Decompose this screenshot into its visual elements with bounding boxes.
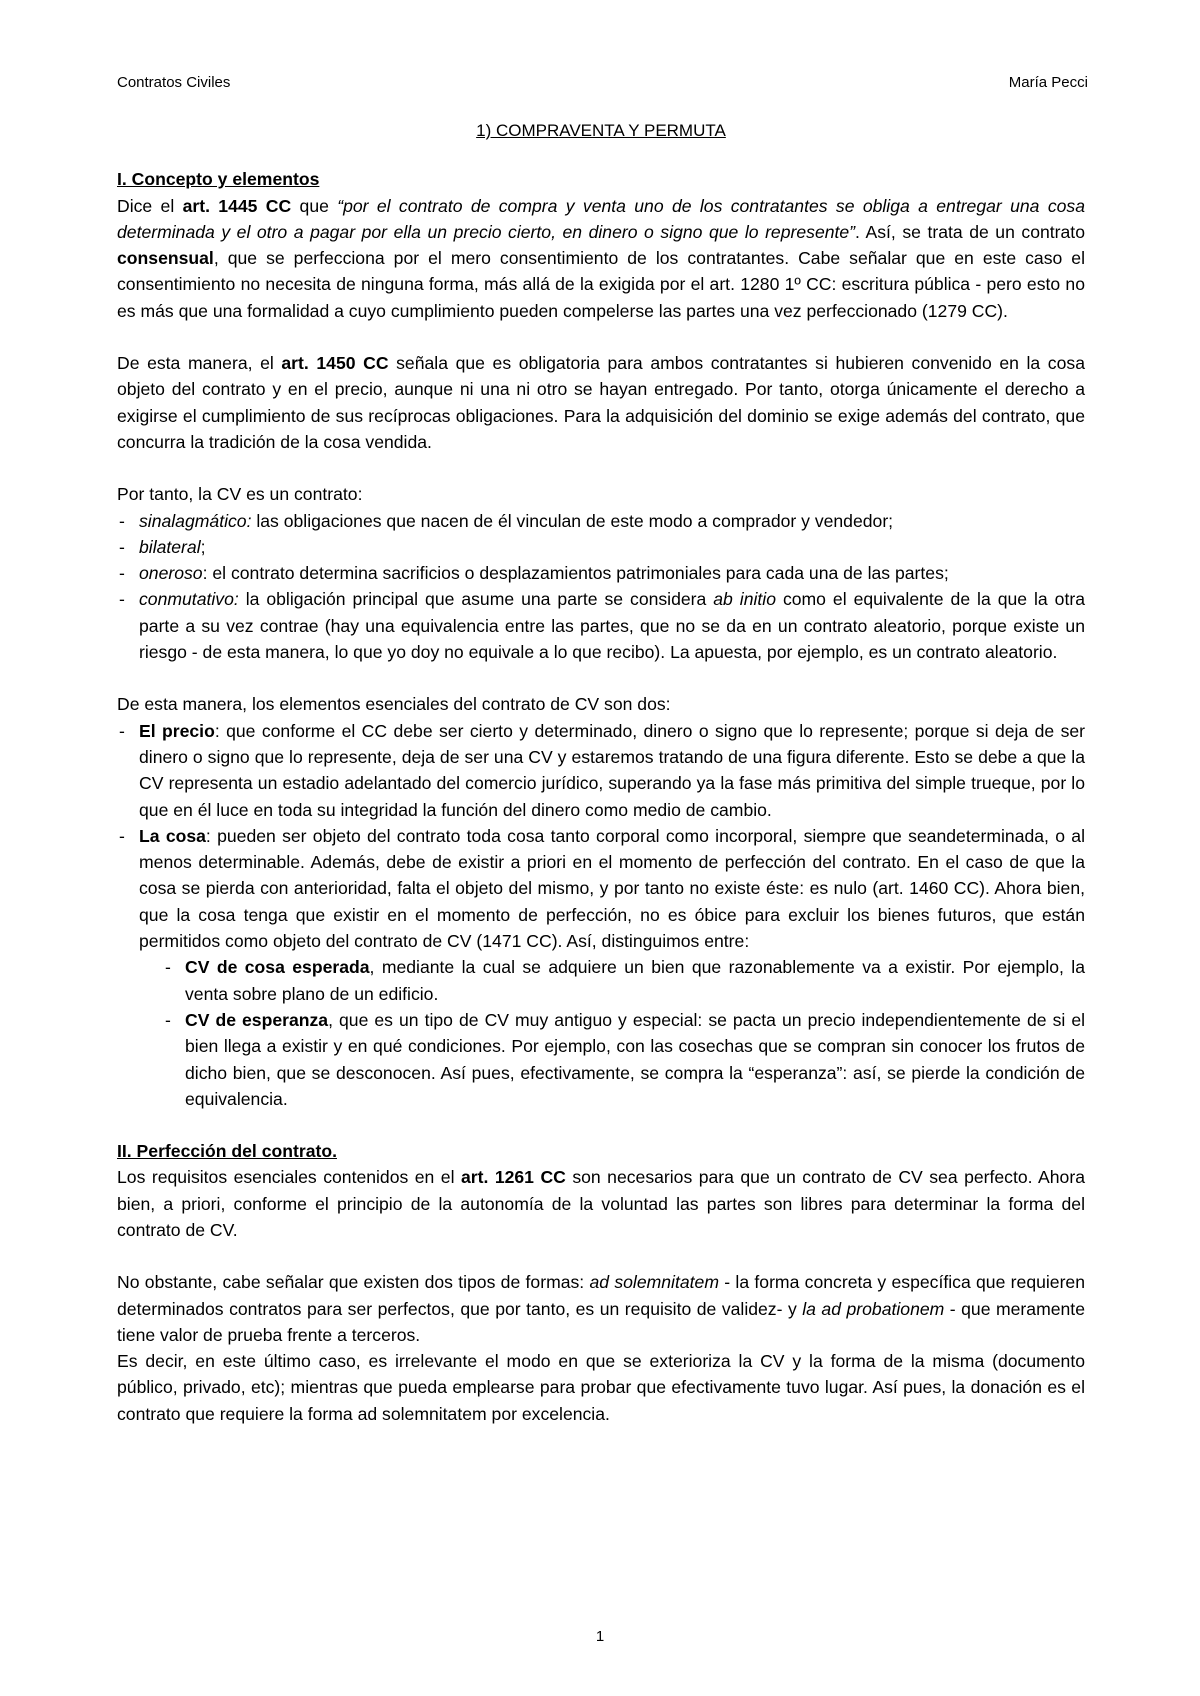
list-term: bilateral	[139, 536, 201, 557]
text-run: . Así, se trata de un contrato	[855, 221, 1085, 242]
bold-term: consensual	[117, 248, 214, 269]
future-goods-list	[139, 954, 1085, 1112]
list-text: las obligaciones que nacen de él vinculan de este modo a comprador y vendedor;	[251, 510, 894, 531]
paragraph: Por tanto, la CV es un contrato:	[117, 484, 363, 505]
text-run: son necesarios para que un contrato de CV sea perfecto. Ahora bien, a priori, conforme el principio de la autonomía de la voluntad las partes son libres para determinar la forma del contrato de CV.	[117, 1167, 1085, 1240]
article-ref: art. 1450 CC	[281, 353, 389, 374]
list-text: como el equivalente de la que la otra parte a su vez contrae (hay una equivalencia entre las partes, que no se da en un contrato aleatorio, porque existe un riesgo - de esta manera, lo que yo doy no equivale a lo que recibo). La apuesta, por ejemplo, es un contrato aleatorio.	[139, 589, 1085, 663]
contract-features-list	[117, 508, 1085, 666]
list-term: La cosa	[139, 825, 206, 846]
text-run: De esta manera, el	[117, 353, 282, 374]
section-heading-2: II. Perfección del contrato.	[117, 1141, 337, 1162]
list-text: , que es un tipo de CV muy antiguo y especial: se pacta un precio independientemente de si el bien llega a existir y en qué condiciones. Por ejemplo, con las cosechas que se compran sin conocer los frutos de dicho bien, que se desconocen. Así pues, efectivamente, se compra la “esperanza”: así, se pierde la condición de equivalencia.	[185, 1009, 1086, 1109]
list-item	[117, 823, 1085, 1112]
list-item	[117, 508, 1085, 534]
page-number: 1	[595, 1628, 605, 1645]
text-run: , que se perfecciona por el mero consentimiento de los contratantes. Cabe señalar que en este caso el consentimiento no necesita de ninguna forma, más allá de la exigida por el art. 1280 1º CC: escritura pública - pero esto no es más que una formalidad a cuyo cumplimiento pueden compelerse las partes una vez perfeccionado (1279 CC).	[117, 248, 1085, 321]
essential-elements-list	[117, 718, 1085, 1112]
text-run: Dice el	[117, 195, 183, 216]
quote: “por el contrato de compra y venta uno de los contratantes se obliga a entregar una cosa determinada y el otro a pagar por ella un precio cierto, en dinero o signo que lo represente”	[117, 195, 1085, 242]
list-term: CV de esperanza	[185, 1009, 329, 1030]
article-ref: art. 1445 CC	[182, 195, 292, 216]
list-text: la obligación principal que asume una parte se considera	[238, 589, 714, 610]
list-text: : que conforme el CC debe ser cierto y determinado, dinero o signo que lo represente; porque si deja de ser dinero o signo que lo represente, deja de ser una CV y estaremos tratando de una figura diferente. Esto se debe a que la CV representa un estadio adelantado del comercio jurídico, superando ya la fase más primitiva del simple trueque, por lo que en él luce en toda su integridad la función del dinero como medio de cambio.	[139, 720, 1086, 820]
paragraph	[117, 1269, 1085, 1348]
page-header	[117, 74, 1088, 91]
header-right: María Pecci	[1008, 74, 1088, 91]
paragraph	[117, 193, 1085, 324]
list-item	[163, 954, 1085, 1007]
list-term: CV de cosa esperada	[185, 957, 370, 978]
italic-term: la ad probationem	[802, 1298, 945, 1319]
section-heading-1: I. Concepto y elementos	[117, 169, 320, 190]
article-ref: art. 1261 CC	[460, 1167, 566, 1188]
header-left: Contratos Civiles	[117, 74, 231, 91]
paragraph	[117, 350, 1085, 455]
list-term: conmutativo:	[139, 589, 239, 610]
list-item	[117, 718, 1085, 823]
text-run: - que meramente tiene valor de prueba frente a terceros.	[117, 1298, 1085, 1345]
list-item	[117, 534, 1085, 560]
italic-term: ad solemnitatem	[589, 1272, 719, 1293]
document-body	[117, 118, 1085, 1427]
list-text: : el contrato determina sacrificios o desplazamientos patrimoniales para cada una de las partes;	[202, 563, 949, 584]
list-term: oneroso	[139, 563, 203, 584]
text-run: No obstante, cabe señalar que existen dos tipos de formas:	[117, 1272, 590, 1293]
document-title: 1) COMPRAVENTA Y PERMUTA	[476, 121, 726, 140]
paragraph: Es decir, en este último caso, es irrelevante el modo en que se exterioriza la CV y la forma de la misma (documento público, privado, etc); mientras que pueda emplearse para probar que efectivamente tuvo lugar. Así pues, la donación es el contrato que requiere la forma ad solemnitatem por excelencia.	[117, 1351, 1085, 1424]
list-text: ;	[200, 536, 206, 557]
italic-term: ab initio	[713, 589, 776, 610]
list-text: , mediante la cual se adquiere un bien que razonablemente va a existir. Por ejemplo, la venta sobre plano de un edificio.	[185, 957, 1085, 1004]
list-text: : pueden ser objeto del contrato toda cosa tanto corporal como incorporal, siempre que seandeterminada, o al menos determinable. Además, debe de existir a priori en el momento de perfección del contrato. En el caso de que la cosa se pierda con anterioridad, falta el objeto del mismo, y por tanto no existe éste: es nulo (art. 1460 CC). Ahora bien, que la cosa tenga que existir en el momento de perfección, no es óbice para excluir los bienes futuros, que están permitidos como objeto del contrato de CV (1471 CC). Así, distinguimos entre:	[139, 825, 1085, 952]
paragraph: De esta manera, los elementos esenciales del contrato de CV son dos:	[117, 694, 671, 715]
list-term: El precio	[139, 720, 215, 741]
text-run: que	[291, 195, 338, 216]
paragraph	[117, 1164, 1085, 1243]
text-run: - la forma concreta y específica que requieren determinados contratos para ser perfectos, que por tanto, es un requisito de validez- y	[117, 1272, 1086, 1319]
list-item	[163, 1007, 1085, 1112]
text-run: señala que es obligatoria para ambos contratantes si hubieren convenido en la cosa objeto del contrato y en el precio, aunque ni una ni otro se hayan entregado. Por tanto, otorga únicamente el derecho a exigirse el cumplimiento de sus recíprocas obligaciones. Para la adquisición del dominio se exige además del contrato, que concurra la tradición de la cosa vendida.	[117, 353, 1085, 452]
list-item	[117, 560, 1085, 586]
list-item	[117, 586, 1085, 665]
list-term: sinalagmático:	[139, 510, 252, 531]
text-run: Los requisitos esenciales contenidos en el	[117, 1167, 461, 1188]
